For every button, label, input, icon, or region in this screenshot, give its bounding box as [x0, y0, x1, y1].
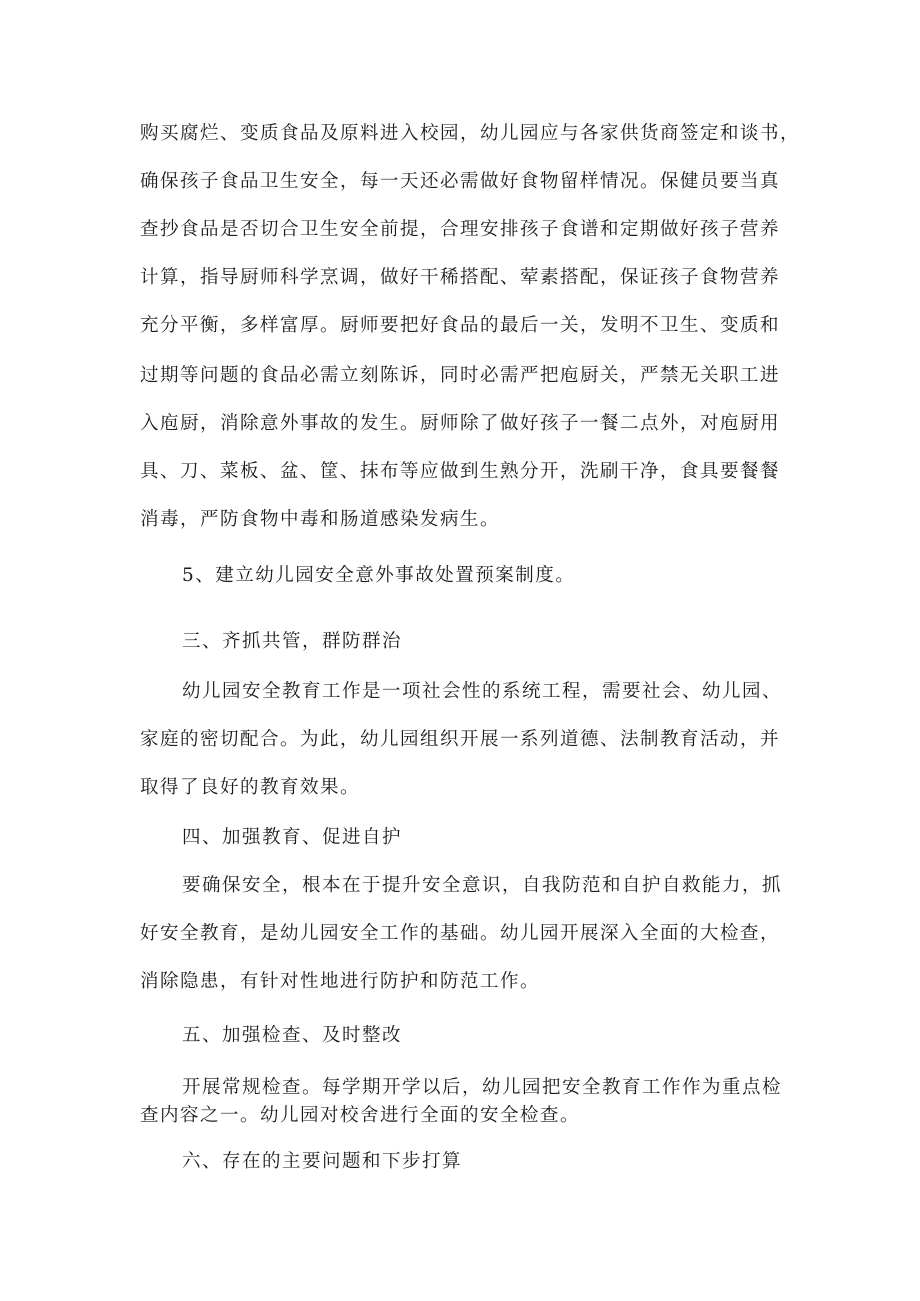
- paragraph-line: 消毒，严防食物中毒和肠道感染发病生。: [140, 509, 501, 530]
- list-item-5: 5、建立幼儿园安全意外事故处置预案制度。: [182, 565, 576, 586]
- paragraph-line: 要确保安全，根本在于提升安全意识，自我防范和自护自救能力，抓: [182, 875, 783, 896]
- paragraph-line: 计算，指导厨师科学烹调，做好干稀搭配、荤素搭配，保证孩子食物营养: [140, 267, 781, 288]
- paragraph-line: 取得了良好的教育效果。: [140, 777, 361, 798]
- paragraph-line: 幼儿园安全教育工作是一项社会性的系统工程，需要社会、幼儿园、: [182, 681, 783, 702]
- section-heading-4: 四、加强教育、促进自护: [182, 827, 403, 848]
- paragraph-line: 好安全教育，是幼儿园安全工作的基础。幼儿园开展深入全面的大检查，: [140, 923, 781, 944]
- paragraph-line: 查抄食品是否切合卫生安全前提，合理安排孩子食谱和定期做好孩子营养: [140, 219, 781, 240]
- paragraph-line: 开展常规检查。每学期开学以后，幼儿园把安全教育工作作为重点检: [182, 1077, 783, 1098]
- paragraph-line: 家庭的密切配合。为此，幼儿园组织开展一系列道德、法制教育活动，并: [140, 729, 781, 750]
- section-heading-6: 六、存在的主要问题和下步打算: [182, 1151, 463, 1172]
- paragraph-line: 确保孩子食品卫生安全，每一天还必需做好食物留样情况。保健员要当真: [140, 171, 781, 192]
- section-heading-3: 三、齐抓共管，群防群治: [182, 631, 403, 652]
- paragraph-line: 购买腐烂、变质食品及原料进入校园，幼儿园应与各家供货商签定和谈书，: [140, 123, 801, 144]
- paragraph-line: 具、刀、菜板、盆、筐、抹布等应做到生熟分开，洗刷干净，食具要餐餐: [140, 461, 781, 482]
- section-heading-5: 五、加强检查、及时整改: [182, 1025, 403, 1046]
- paragraph-line: 入庖厨，消除意外事故的发生。厨师除了做好孩子一餐二点外，对庖厨用: [140, 413, 781, 434]
- paragraph-line: 消除隐患，有针对性地进行防护和防范工作。: [140, 971, 541, 992]
- paragraph-line: 充分平衡，多样富厚。厨师要把好食品的最后一关，发明不卫生、变质和: [140, 315, 781, 336]
- paragraph-line: 查内容之一。幼儿园对校舍进行全面的安全检查。: [140, 1105, 581, 1126]
- paragraph-line: 过期等问题的食品必需立刻陈诉，同时必需严把庖厨关，严禁无关职工进: [140, 365, 781, 386]
